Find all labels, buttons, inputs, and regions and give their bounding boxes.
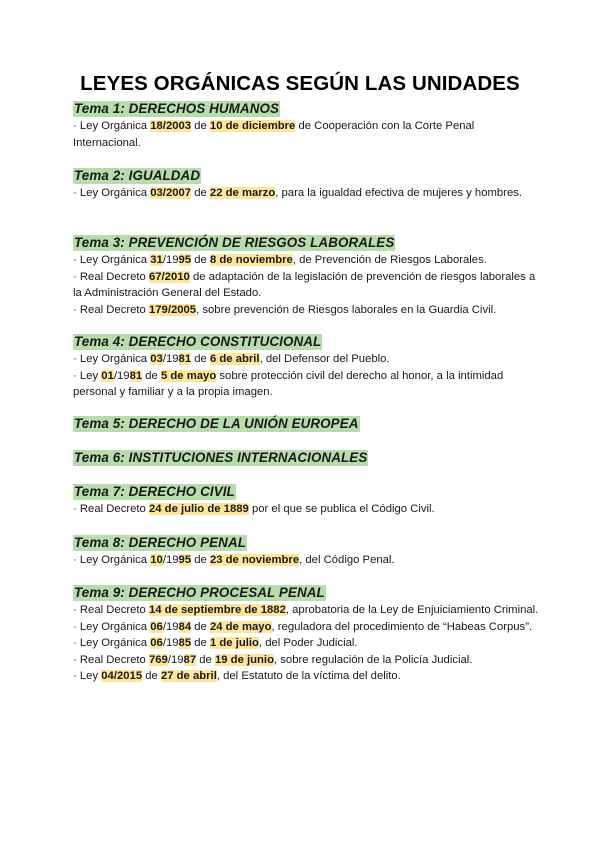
section-tema-2 bbox=[73, 167, 543, 202]
section-heading: Tema 4: DERECHO CONSTITUCIONAL bbox=[74, 334, 322, 349]
highlighted-reference: 95 bbox=[178, 254, 192, 266]
section-heading: Tema 5: DERECHO DE LA UNIÓN EUROPEA bbox=[74, 416, 359, 431]
highlighted-reference: 95 bbox=[178, 554, 192, 566]
highlighted-reference: 06 bbox=[150, 637, 163, 649]
highlighted-reference: 179/2005 bbox=[148, 303, 197, 316]
highlighted-reference: 5 de mayo bbox=[160, 369, 217, 382]
section-tema-1 bbox=[73, 100, 543, 151]
entry-text: · Ley Orgánica bbox=[73, 353, 151, 365]
entry-text: de bbox=[142, 369, 161, 382]
law-entry bbox=[73, 602, 543, 619]
section-tema-7 bbox=[73, 483, 543, 518]
entry-text: de bbox=[191, 187, 210, 199]
entry-text: /19 bbox=[167, 653, 184, 666]
section-tema-3 bbox=[73, 234, 543, 318]
entry-text: por el que se publica el Código Civil. bbox=[248, 503, 435, 515]
highlighted-reference: 10 bbox=[150, 554, 163, 566]
entry-text: , de Prevención de Riesgos Laborales. bbox=[292, 254, 487, 266]
entry-text: de bbox=[142, 670, 161, 682]
entry-text: · Ley Orgánica bbox=[73, 620, 151, 633]
entry-text: /19 bbox=[162, 353, 179, 365]
highlighted-reference: 6 de abril bbox=[209, 353, 260, 365]
highlighted-reference: 14 de septiembre de 1882 bbox=[148, 604, 286, 616]
entry-text: , del Estatuto de la víctima del delito. bbox=[216, 670, 401, 682]
highlighted-reference: 1 de julio bbox=[209, 637, 259, 649]
entry-text: , del Defensor del Pueblo. bbox=[259, 353, 390, 365]
entry-text: /19 bbox=[162, 254, 179, 266]
highlighted-reference: 81 bbox=[178, 353, 192, 365]
highlighted-reference: 24 de mayo bbox=[209, 620, 272, 633]
law-entry bbox=[73, 185, 543, 202]
entry-text: /19 bbox=[162, 620, 179, 633]
section-tema-5 bbox=[73, 415, 543, 433]
page-title: LEYES ORGÁNICAS SEGÚN LAS UNIDADES bbox=[80, 72, 520, 95]
highlighted-reference: 03/2007 bbox=[150, 187, 192, 199]
entry-text: de bbox=[191, 637, 210, 649]
entry-text: · Ley Orgánica bbox=[73, 254, 151, 266]
highlighted-reference: 04/2015 bbox=[101, 670, 143, 682]
entry-text: de bbox=[191, 620, 210, 633]
law-entry bbox=[73, 652, 543, 669]
highlighted-reference: 18/2003 bbox=[150, 120, 192, 132]
entry-text: /19 bbox=[113, 369, 130, 382]
entry-text: de bbox=[196, 653, 215, 666]
section-tema-8 bbox=[73, 534, 543, 569]
entry-text: · Ley bbox=[73, 670, 102, 682]
entry-text: , para la igualdad efectiva de mujeres y hombres. bbox=[275, 187, 523, 199]
section-tema-4 bbox=[73, 333, 543, 401]
highlighted-reference: 24 de julio de 1889 bbox=[148, 503, 249, 515]
entry-text: /19 bbox=[162, 554, 179, 566]
highlighted-reference: 22 de marzo bbox=[209, 187, 276, 199]
entry-text: de adaptación de la legislación de prevención de riesgos laborales a la Administración General del Estado. bbox=[73, 270, 536, 299]
highlighted-reference: 81 bbox=[129, 369, 143, 382]
highlighted-reference: 19 de junio bbox=[214, 653, 274, 666]
section-heading: Tema 8: DERECHO PENAL bbox=[74, 535, 246, 550]
highlighted-reference: 31 bbox=[150, 254, 163, 266]
law-entry bbox=[73, 269, 543, 302]
section-heading: Tema 3: PREVENCIÓN DE RIESGOS LABORALES bbox=[74, 235, 395, 250]
law-entry bbox=[73, 501, 543, 518]
law-entry bbox=[73, 619, 543, 636]
entry-text: · Real Decreto bbox=[73, 653, 149, 666]
section-tema-9 bbox=[73, 584, 543, 685]
highlighted-reference: 23 de noviembre bbox=[209, 554, 300, 566]
section-heading: Tema 1: DERECHOS HUMANOS bbox=[74, 101, 280, 116]
section-heading: Tema 9: DERECHO PROCESAL PENAL bbox=[74, 585, 325, 600]
law-entry bbox=[73, 118, 543, 151]
section-heading: Tema 6: INSTITUCIONES INTERNACIONALES bbox=[74, 450, 368, 465]
entry-text: · Ley Orgánica bbox=[73, 187, 151, 199]
entry-text: · Ley Orgánica bbox=[73, 120, 151, 132]
law-entry bbox=[73, 368, 543, 401]
highlighted-reference: 8 de noviembre bbox=[209, 254, 293, 266]
entry-text: , sobre regulación de la Policía Judicial. bbox=[273, 653, 473, 666]
highlighted-reference: 84 bbox=[178, 620, 192, 633]
entry-text: sobre protección civil del derecho al honor, a la intimidad personal y familiar y a la propia imagen. bbox=[73, 369, 504, 398]
entry-text: , aprobatoria de la Ley de Enjuiciamiento Criminal. bbox=[285, 604, 539, 616]
entry-text: · Real Decreto bbox=[73, 270, 149, 283]
law-entry bbox=[73, 668, 543, 685]
highlighted-reference: 85 bbox=[178, 637, 192, 649]
entry-text: de bbox=[191, 120, 210, 132]
highlighted-reference: 06 bbox=[150, 620, 163, 633]
section-tema-6 bbox=[73, 449, 543, 467]
section-heading: Tema 7: DERECHO CIVIL bbox=[74, 484, 235, 499]
entry-text: , del Poder Judicial. bbox=[258, 637, 358, 649]
section-heading: Tema 2: IGUALDAD bbox=[74, 168, 201, 183]
entry-text: · Ley bbox=[73, 369, 102, 382]
highlighted-reference: 769 bbox=[148, 653, 168, 666]
entry-text: , sobre prevención de Riesgos laborales en la Guardia Civil. bbox=[196, 303, 497, 316]
entry-text: /19 bbox=[162, 637, 179, 649]
entry-text: , del Código Penal. bbox=[299, 554, 395, 566]
entry-text: de bbox=[191, 554, 210, 566]
entry-text: de bbox=[191, 353, 210, 365]
highlighted-reference: 27 de abril bbox=[160, 670, 217, 682]
law-entry bbox=[73, 635, 543, 652]
entry-text: de bbox=[191, 254, 210, 266]
entry-text: de Cooperación con la Corte Penal Internacional. bbox=[73, 120, 475, 149]
entry-text: · Real Decreto bbox=[73, 604, 149, 616]
law-entry bbox=[73, 552, 543, 569]
entry-text: , reguladora del procedimiento de “Habeas Corpus”. bbox=[271, 620, 533, 633]
entry-text: · Real Decreto bbox=[73, 303, 149, 316]
law-entry bbox=[73, 252, 543, 269]
law-entry bbox=[73, 351, 543, 368]
highlighted-reference: 87 bbox=[183, 653, 197, 666]
highlighted-reference: 03 bbox=[150, 353, 163, 365]
highlighted-reference: 67/2010 bbox=[148, 270, 190, 283]
highlighted-reference: 01 bbox=[101, 369, 114, 382]
highlighted-reference: 10 de diciembre bbox=[209, 120, 296, 132]
law-entry bbox=[73, 302, 543, 319]
entry-text: · Ley Orgánica bbox=[73, 554, 151, 566]
entry-text: · Ley Orgánica bbox=[73, 637, 151, 649]
entry-text: · Real Decreto bbox=[73, 503, 149, 515]
